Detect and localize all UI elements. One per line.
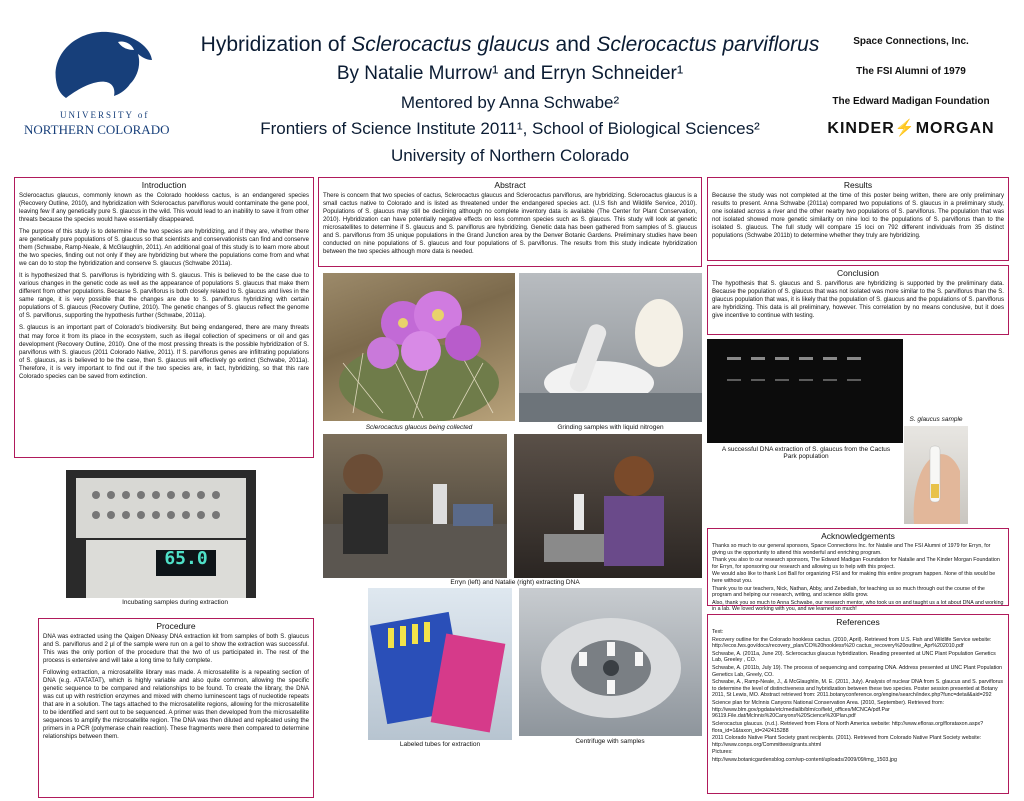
institutes: Frontiers of Science Institute 2011¹, School of Biological Sciences²	[260, 119, 760, 138]
tubes-caption: Labeled tubes for extraction	[399, 741, 481, 748]
results-paragraph: Because the study was not completed at the time of this poster being written, there are only preliminary results to present. Anna Schwabe (2011a) compared two populations of S. glaucus in a preliminary study, one isolated across a river and the other nearby two populations of S. parviflorus. The population that was not isolated showed more genetic similarity on nine loci to the populations of S. parviflorus than to the isolated S. glaucus. The full study will compare 15 loci on 792 different individuals from 35 distinct populations (Schwabe 2011b) to determine whether they truly are hybridizing.	[712, 192, 1004, 240]
university: University of Northern Colorado	[390, 146, 630, 165]
procedure-paragraph: Following extraction, a microsatellite library was made. A microsatellite is a repeating section of DNA (e.g. ATATATAT), which is highly variable and also quite common, allowing the specific genetic sequence to be compared and relationships to be found. To create the library, the DNA was cut up with restriction enzymes and mixed with chemo luminescent tags of nucleotide repeats that are in a solution. The tags attached to the microsatellite regions, allowing for the microsatellite to be identified and sent out to be sequenced. A primer was then developed from the microsatellite sequences to amplify the microsatellite region. The DNA was then diluted and replicated using the primers in a PCR (polymerase chain reaction). These fragments were then compared to determine relationships between them.	[43, 669, 309, 741]
ack-item: Thank you also to our research sponsors, The Edward Madigan Foundation for Natalie and The Kinder Morgan Foundation for Erryn, for sponsoring our research and allowing us to help with this project.	[712, 557, 1000, 570]
acknowledgements-section	[707, 528, 1009, 613]
authors: By Natalie Murrow¹ and Erryn Schneider¹	[336, 63, 684, 84]
ack-item: Also, thank you so much to Anna Schwabe, our research mentor, who took us on and taught us a lot about DNA and working in a lab. We loved working with you, and we learned so much!	[712, 599, 1004, 613]
sponsor-fsi-alumni: The FSI Alumni of 1979	[856, 66, 966, 77]
procedure-heading: Procedure	[156, 621, 196, 631]
sample-photo	[904, 426, 968, 524]
centrifuge-caption: Centrifuge with samples	[575, 738, 645, 745]
sponsor-kinder-morgan: KINDER⚡MORGAN	[827, 120, 995, 137]
intro-paragraph: Sclerocactus glaucus, commonly known as the Colorado hookless cactus, is an endangered species (Recovery Outline, 2010), and hybridization with Sclerocactus parviflorus would contaminate the gene pool, leaving few if any genetically pure S. glaucus in the wild. This would lead to an inability to save it from other threats because the species would have essentially disappeared.	[19, 192, 309, 224]
cactus-caption: Sclerocactus glaucus being collected	[365, 424, 473, 431]
acknowledgements-heading: Acknowledgements	[821, 531, 895, 541]
poster-title: Hybridization of Sclerocactus glaucus and Sclerocactus parviflorus	[200, 33, 820, 56]
univ-large-text: NORTHERN COLORADO	[24, 122, 170, 137]
ref-item: Schwabe, A. (2011a, June 20). Sclerocactus glaucus hybridization. Reading presented at UNC Plant Population Genetics Lab, Greeley , CO.	[712, 650, 996, 664]
ref-item: http://www.botanicgardensblog.com/wp-content/uploads/2009/09/img_1503.jpg	[712, 756, 897, 763]
ref-item: Sclerocactus glaucus. (n.d.). Retrieved from Flora of North America website: http://www.efloras.org/florataxon.aspx?flora_id=1&taxon_id=242415288	[712, 720, 984, 734]
bear-logo-icon	[46, 24, 156, 104]
abstract-heading: Abstract	[494, 180, 526, 190]
extracting-photo-right	[514, 434, 702, 578]
conclusion-heading: Conclusion	[836, 268, 880, 278]
references-section	[707, 614, 1009, 794]
ack-item: We would also like to thank Lori Ball for organizing FSI and for making this entire program happen. None of this would be here without you.	[712, 571, 996, 585]
kinder-morgan-bolt-icon: ⚡	[894, 120, 916, 137]
gel-photo	[707, 339, 903, 443]
extracting-caption: Erryn (left) and Natalie (right) extracting DNA	[450, 579, 580, 586]
sponsor-madigan: The Edward Madigan Foundation	[832, 96, 990, 107]
unc-logo	[22, 24, 172, 139]
conclusion-paragraph: The hypothesis that S. glaucus and S. parviflorus are hybridizing is supported by the preliminary data. Because the population of S. glaucus that was not isolated was more similar to the S. parviflorus than the S. glaucus population that was, it is likely that the population of S. glaucus and the populations of S. parviflorus are hybridizing. This data is all preliminary, however. This correlation by no means conclusive, but it does give incentive to continue with testing.	[712, 280, 1004, 320]
tubes-photo	[368, 588, 512, 740]
mentor: Mentored by Anna Schwabe²	[400, 93, 620, 112]
univ-small-text: UNIVERSITY of	[60, 110, 150, 120]
gel-caption: A successful DNA extraction of S. glaucus from the Cactus Park population	[721, 446, 891, 460]
introduction-heading: Introduction	[141, 180, 187, 190]
procedure-section	[38, 618, 314, 798]
ack-item: Thanks so much to our general sponsors, Space Connections Inc. for Natalie and The FSI Alumni of 1979 for Erryn, for giving us the opportunity to attend this wonderful and enriching program.	[712, 543, 991, 556]
cactus-photo	[323, 273, 515, 421]
results-section	[707, 177, 1009, 261]
ack-item: Thank you to our teachers, Nick, Nathan, Abby, and Zebediah, for teaching us so much through out the course of the program and helping our research, writing, and science skills grow.	[712, 585, 985, 599]
procedure-paragraph: DNA was extracted using the Qaigen DNeasy DNA extraction kit from samples of both S. glaucus and S. parviflorus and 2 µl of the sample were run on a gel to show the extraction was successful. This was the only portion of the procedure that the two of us participated in. The rest of the process is extensive and will take a long time to fully complete.	[43, 633, 309, 665]
incubating-caption: Incubating samples during extraction	[122, 599, 228, 606]
conclusion-section	[707, 265, 1009, 335]
incubating-photo	[66, 470, 256, 598]
block-temperature-display: 65.0	[164, 548, 208, 569]
ref-item: Recovery outline for the Colorado hookless cactus. (2010, April). Retrieved from U.S. Fish and Wildlife Service website: http://ecos.fws.gov/docs/recovery_plan/CO%20hookless%20 cactus_recovery%20outline_Apr%202010.pdf	[712, 636, 992, 650]
intro-paragraph: It is hypothesized that S. parviflorus is hybridizing with S. glaucus. This is believed to be the case due to various changes in the genetic code as well as the appearance of populations S. glaucus that make them different from other populations. Because S. parviflorus is both closely related to S. glaucus and lives in the same range, it is very possible that the changes are due to S. parviflorus hybridizing with certain populations of S. glaucus (Recovery Outline, 2010). The genetic changes of S. glaucus reflect the genome of S. parviflorus, supporting the hypothesis further (Schwabe, 2011a).	[19, 272, 309, 320]
intro-paragraph: The purpose of this study is to determine if the two species are hybridizing, and if they are, whether there are genetically pure populations of S. glaucus so that scientists and conservationists can find and conserve them (Schwabe, Ramp-Neale, & McGlaughlin, 2011). An additional goal of this study is to learn more about the two species, finding out not only if they are hybridizing but where the populations come from and what we can do to stop the hybridization and conserve S. glaucus (Schwabe 2011a).	[19, 228, 309, 268]
ref-item: Schwabe, A., Ramp-Neale, J., & McGlaughlin, M. E. (2011, July). Analysis of nuclear DNA from S. glaucus and S. parviflorus to determine the level of distinctiveness and hybridization between these two species. Poster session presented at Botany 2011, St Lewis, MO. Abstract retrieved from: 2011.botanyconference.org/engine/search/index.php?func=detail&aid=292	[712, 679, 1004, 699]
extracting-photo-left	[323, 434, 507, 578]
introduction-section	[14, 177, 314, 458]
ref-item: Pictures:	[712, 749, 733, 756]
abstract-paragraph: There is concern that two species of cactus, Sclerocactus glaucus and Sclerocactus parviflorus, are hybridizing. Sclerocactus glaucus is a small cactus native to Colorado and is listed as threatened under the endangered species act. (U.S fish and Wildlife Service, 2010). Populations of S. glaucus may still be declining although no complete inventory data is available (The Center for Plant Conservation, 2010). Hybridization can have potentially negative effects on less common species such as S. glaucus. This study will look at genetic microsatellites to determine if S. glaucus and S. parviflorus are hybridizing. Genetic data has been gathered from samples of S. glaucus and S. parviflorus from 35 unique populations in the Grand Junction area by the Denver Botanic Gardens. Preliminary studies have been conducted on nine populations of S. glaucus and four populations of S. parviflorus. The results from this study indicate hybridization between the two species although more data is needed.	[323, 192, 697, 256]
grinding-photo	[519, 273, 702, 422]
intro-paragraph: S. glaucus is an important part of Colorado's biodiversity. But being endangered, there are many threats that may force it from its place in the ecosystem, such as illegal collection of specimens or oil and gas development (Recovery Outline, 2010). One of the most pressing threats is the possible hybridization of S. parviflorus with S. glaucus (2011 Colorado Native, 2011). If S. parviflorus genes are infiltrating populations of S. glaucus, as is believed to be the case, then S. glaucus will effectively go extinct (Schwabe, 2011a). Therefore, it is very important to find out if the two species are, in fact, hybridizing, so that this rare Colorado species can be saved from extinction.	[19, 324, 309, 380]
ref-item: Schwabe, A. (2011b, July 19). The process of sequencing and comparing DNA. Address presented at UNC Plant Population Genetics Lab, Greely, CO.	[712, 665, 1003, 678]
grinding-caption: Grinding samples with liquid nitrogen	[557, 424, 664, 431]
sample-caption: S. glaucus sample	[909, 416, 963, 423]
sponsor-space-connections: Space Connections, Inc.	[853, 36, 969, 47]
abstract-section	[318, 177, 702, 267]
centrifuge-photo	[519, 588, 702, 736]
results-heading: Results	[843, 180, 873, 190]
ref-item: 2011 Colorado Native Plant Society grant recipients. (2011). Retrieved from Colorado Native Plant Society website: http://www.conps.org/Committees/grants.shtml	[712, 735, 982, 748]
ref-item: Science plan for Mclnnis Canyons National Conservation Area. (2010, September). Retrieved from: http://www.blm.gov/pgdata/etc/medialib/blm/co/field_offices/MCNCA/pdf.Par 96119.File.dat/Mclnnis%20Canyons%20Science%20Plan.pdf	[712, 700, 944, 720]
references-heading: References	[836, 617, 880, 627]
ref-item: Text:	[712, 629, 724, 635]
